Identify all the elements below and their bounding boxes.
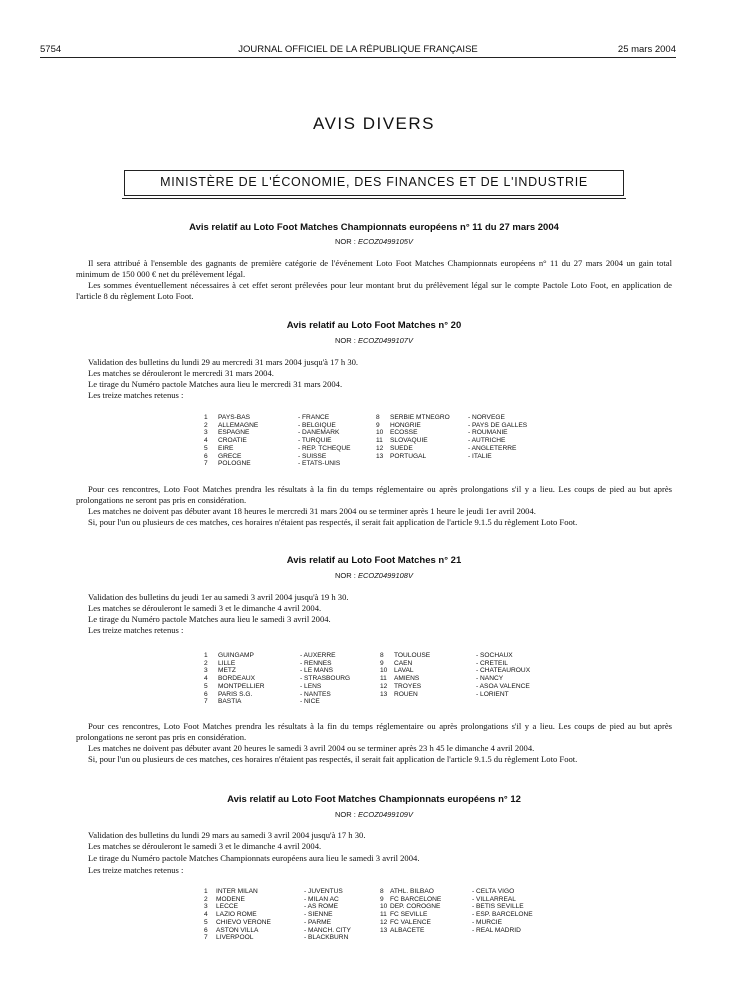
away-team: - PAYS DE GALLES <box>468 421 528 429</box>
notice-paragraph: Les sommes éventuellement nécessaires à cet effet seront prélevées pour leur montant brut du prélèvement légal sur le compte Pactole Loto Foot, en application de l'article 8 du règlement Loto Foot. <box>76 280 672 301</box>
issue-date: 25 mars 2004 <box>617 44 676 55</box>
home-team: FC VALENCE <box>390 918 431 926</box>
home-team: ALLEMAGNE <box>218 421 259 429</box>
away-team: - LORIENT <box>476 690 509 698</box>
notice-paragraph: Les matches ne doivent pas débuter avant 18 heures le mercredi 31 mars 2004 ou se terminer après 1 heure le jeudi 1er avril 2004. <box>88 506 536 516</box>
home-team: INTER MILAN <box>216 888 258 895</box>
running-header <box>40 44 676 58</box>
away-team: - JUVENTUS <box>304 888 343 895</box>
away-team: - NORVEGE <box>468 414 505 421</box>
away-team: - CRETEIL <box>476 659 508 667</box>
notice-nor: NOR : ECOZ0499107V <box>335 336 413 345</box>
away-team: - PARME <box>304 918 331 926</box>
notice-line: Les matches se dérouleront le mercredi 31 mars 2004. <box>88 368 274 378</box>
away-team: - DANEMARK <box>298 429 340 437</box>
notice-title: Avis relatif au Loto Foot Matches Championnats européens n° 11 du 27 mars 2004 <box>189 222 559 233</box>
notice-line: Le tirage du Numéro pactole Matches aura lieu le mercredi 31 mars 2004. <box>88 379 343 389</box>
away-team: - ITALIE <box>468 452 492 460</box>
home-team: CHIEVO VERONE <box>216 918 271 926</box>
home-team: ALBACETE <box>390 926 425 934</box>
match-row <box>380 927 540 935</box>
home-team: TOULOUSE <box>394 652 431 659</box>
notice-title: Avis relatif au Loto Foot Matches n° 21 <box>286 555 462 566</box>
away-team: - REP. TCHEQUE <box>298 444 351 452</box>
page-number: 5754 <box>40 44 62 55</box>
home-team: LAVAL <box>394 667 414 675</box>
home-team: DEP. COROGNE <box>390 903 441 911</box>
notice-paragraph: Les matches ne doivent pas débuter avant 20 heures le samedi 3 avril 2004 ou se terminer après 23 h 45 le dimanche 4 avril 2004. <box>88 743 535 753</box>
home-team: ASTON VILLA <box>216 926 259 934</box>
notice-line: Les treize matches retenus : <box>88 625 184 635</box>
home-team: SLOVAQUIE <box>390 437 428 445</box>
match-number: 1 <box>204 652 208 659</box>
home-team: ECOSSE <box>390 429 418 437</box>
away-team: - SIENNE <box>304 911 333 919</box>
match-number: 2 <box>204 659 208 667</box>
match-number: 4 <box>204 437 208 445</box>
notice-paragraph: Si, pour l'un ou plusieurs de ces matches, ces horaires n'étaient pas respectés, il serait fait application de l'article 9.1.5 du règlement Loto Foot. <box>88 754 578 764</box>
home-team: GRECE <box>218 452 242 460</box>
away-team: - BETIS SEVILLE <box>472 903 524 911</box>
notice-line: Les treize matches retenus : <box>88 865 184 875</box>
match-number: 8 <box>380 888 384 895</box>
notice-paragraph: Pour ces rencontres, Loto Foot Matches prendra les résultats à la fin du temps réglementaire ou après prolongations s'il y a lieu. Les coups de pied au but après prolongations ne seront pas pris en considération. <box>76 721 672 742</box>
notice-paragraph: Si, pour l'un ou plusieurs de ces matches, ces horaires n'étaient pas respectés, il serait fait application de l'article 9.1.5 du règlement Loto Foot. <box>88 517 578 527</box>
away-team: - ESP. BARCELONE <box>472 911 533 919</box>
notice-paragraph: Pour ces rencontres, Loto Foot Matches prendra les résultats à la fin du temps réglementaire ou après prolongations s'il y a lieu. Les coups de pied au but après prolongations ne seront pas pris en considération. <box>76 484 672 505</box>
journal-title: JOURNAL OFFICIEL DE LA RÉPUBLIQUE FRANÇAISE <box>238 44 478 55</box>
notice-nor: NOR : ECOZ0499109V <box>335 810 413 819</box>
notice-line: Les matches se dérouleront le samedi 3 et le dimanche 4 avril 2004. <box>88 603 322 613</box>
home-team: LIVERPOOL <box>216 934 254 942</box>
ministry-box-underline <box>122 198 626 199</box>
away-team: - FRANCE <box>298 414 330 421</box>
away-team: - MURCIE <box>472 918 503 926</box>
notice-line: Le tirage du Numéro pactole Matches aura lieu le samedi 3 avril 2004. <box>88 614 331 624</box>
away-team: - ROUMANIE <box>468 429 508 437</box>
home-team: MODENE <box>216 895 245 903</box>
home-team: PAYS-BAS <box>218 414 251 421</box>
notice-paragraph: Il sera attribué à l'ensemble des gagnants de première catégorie de l'événement Loto Foot Matches Championnats européens n° 11 du 27 mars 2004 un gain total minimum de 150 000 € net du prélèvement légal. <box>76 258 672 279</box>
match-number: 9 <box>380 659 384 667</box>
home-team: ESPAGNE <box>218 429 250 437</box>
away-team: - AUXERRE <box>300 652 336 659</box>
match-number: 10 <box>380 903 388 911</box>
home-team: POLOGNE <box>218 460 251 468</box>
home-team: PARIS S.G. <box>218 690 253 698</box>
match-number: 2 <box>204 895 208 903</box>
away-team: - TURQUIE <box>298 437 332 445</box>
match-number: 2 <box>204 421 208 429</box>
match-number: 13 <box>380 926 388 934</box>
away-team: - SOCHAUX <box>476 652 513 659</box>
home-team: MONTPELLIER <box>218 682 265 690</box>
home-team: LECCE <box>216 903 238 911</box>
match-number: 6 <box>204 926 208 934</box>
match-number: 6 <box>204 452 208 460</box>
notice-nor: NOR : ECOZ0499108V <box>335 571 413 580</box>
away-team: - LENS <box>300 682 322 690</box>
away-team: - RENNES <box>300 659 332 667</box>
away-team: - AUTRICHE <box>468 437 506 445</box>
match-number: 1 <box>204 888 208 895</box>
away-team: - STRASBOURG <box>300 675 351 683</box>
home-team: ROUEN <box>394 690 418 698</box>
match-number: 11 <box>380 911 387 919</box>
match-number: 7 <box>204 460 208 468</box>
match-row <box>204 460 364 468</box>
notice-line: Validation des bulletins du lundi 29 au mercredi 31 mars 2004 jusqu'à 17 h 30. <box>88 357 359 367</box>
away-team: - MANCH. CITY <box>304 926 351 934</box>
home-team: LILLE <box>218 659 236 667</box>
home-team: BORDEAUX <box>218 675 256 683</box>
away-team: - AS ROME <box>304 903 339 911</box>
match-number: 12 <box>376 444 384 452</box>
match-number: 10 <box>376 429 384 437</box>
away-team: - BLACKBURN <box>304 934 349 942</box>
away-team: - NANCY <box>476 675 504 683</box>
home-team: LAZIO ROME <box>216 911 257 919</box>
match-number: 6 <box>204 690 208 698</box>
home-team: SERBIE MTNEGRO <box>390 414 450 421</box>
match-number: 5 <box>204 918 208 926</box>
home-team: AMIENS <box>394 675 420 683</box>
notice-line: Le tirage du Numéro pactole Matches Championnats européens aura lieu le samedi 3 avril 2004. <box>88 853 420 863</box>
away-team: - SUISSE <box>298 452 327 460</box>
notice-line: Validation des bulletins du lundi 29 mars au samedi 3 avril 2004 jusqu'à 17 h 30. <box>88 830 366 840</box>
home-team: CAEN <box>394 659 413 667</box>
match-number: 3 <box>204 429 208 437</box>
match-number: 8 <box>380 652 384 659</box>
match-row <box>380 691 540 699</box>
away-team: - REAL MADRID <box>472 926 521 934</box>
match-number: 7 <box>204 934 208 942</box>
notice-line: Les treize matches retenus : <box>88 390 184 400</box>
home-team: BASTIA <box>218 698 242 706</box>
match-number: 11 <box>376 437 383 445</box>
home-team: TROYES <box>394 682 422 690</box>
away-team: - MILAN AC <box>304 895 339 903</box>
away-team: - ASOA VALENCE <box>476 682 530 690</box>
away-team: - CELTA VIGO <box>472 888 515 895</box>
match-row <box>376 453 536 461</box>
away-team: - VILLARREAL <box>472 895 516 903</box>
away-team: - NANTES <box>300 690 331 698</box>
away-team: - NICE <box>300 698 320 706</box>
match-number: 7 <box>204 698 208 706</box>
home-team: CROATIE <box>218 437 247 445</box>
match-number: 3 <box>204 903 208 911</box>
match-number: 10 <box>380 667 388 675</box>
match-number: 9 <box>380 895 384 903</box>
match-number: 4 <box>204 911 208 919</box>
match-number: 9 <box>376 421 380 429</box>
home-team: EIRE <box>218 444 234 452</box>
away-team: - ETATS-UNIS <box>298 460 341 468</box>
away-team: - BELGIQUE <box>298 421 336 429</box>
home-team: PORTUGAL <box>390 452 427 460</box>
ministry-name: MINISTÈRE DE L'ÉCONOMIE, DES FINANCES ET DE L'INDUSTRIE <box>160 175 588 189</box>
match-number: 3 <box>204 667 208 675</box>
notice-title: Avis relatif au Loto Foot Matches Championnats européens n° 12 <box>227 794 521 805</box>
notice-line: Validation des bulletins du jeudi 1er au samedi 3 avril 2004 jusqu'à 19 h 30. <box>88 592 349 602</box>
match-row <box>204 934 364 942</box>
ministry-box <box>124 170 624 196</box>
home-team: ATHL. BILBAO <box>390 888 434 895</box>
notice-line: Les matches se dérouleront le samedi 3 et le dimanche 4 avril 2004. <box>88 841 322 851</box>
home-team: HONGRIE <box>390 421 421 429</box>
match-number: 5 <box>204 444 208 452</box>
home-team: GUINGAMP <box>218 652 254 659</box>
away-team: - ANGLETERRE <box>468 444 517 452</box>
header-rule <box>40 57 676 58</box>
match-number: 12 <box>380 682 388 690</box>
home-team: METZ <box>218 667 236 675</box>
away-team: - LE MANS <box>300 667 333 675</box>
match-number: 11 <box>380 675 387 683</box>
home-team: SUEDE <box>390 444 413 452</box>
notice-title: Avis relatif au Loto Foot Matches n° 20 <box>286 320 462 331</box>
match-number: 8 <box>376 414 380 421</box>
away-team: - CHATEAUROUX <box>476 667 531 675</box>
match-number: 13 <box>380 690 388 698</box>
match-number: 13 <box>376 452 384 460</box>
section-heading: AVIS DIVERS <box>313 114 435 133</box>
match-number: 5 <box>204 682 208 690</box>
match-number: 4 <box>204 675 208 683</box>
match-number: 1 <box>204 414 208 421</box>
notice-nor: NOR : ECOZ0499105V <box>335 237 413 246</box>
home-team: FC BARCELONE <box>390 895 442 903</box>
home-team: FC SEVILLE <box>390 911 428 919</box>
match-number: 12 <box>380 918 388 926</box>
match-row <box>204 698 364 706</box>
